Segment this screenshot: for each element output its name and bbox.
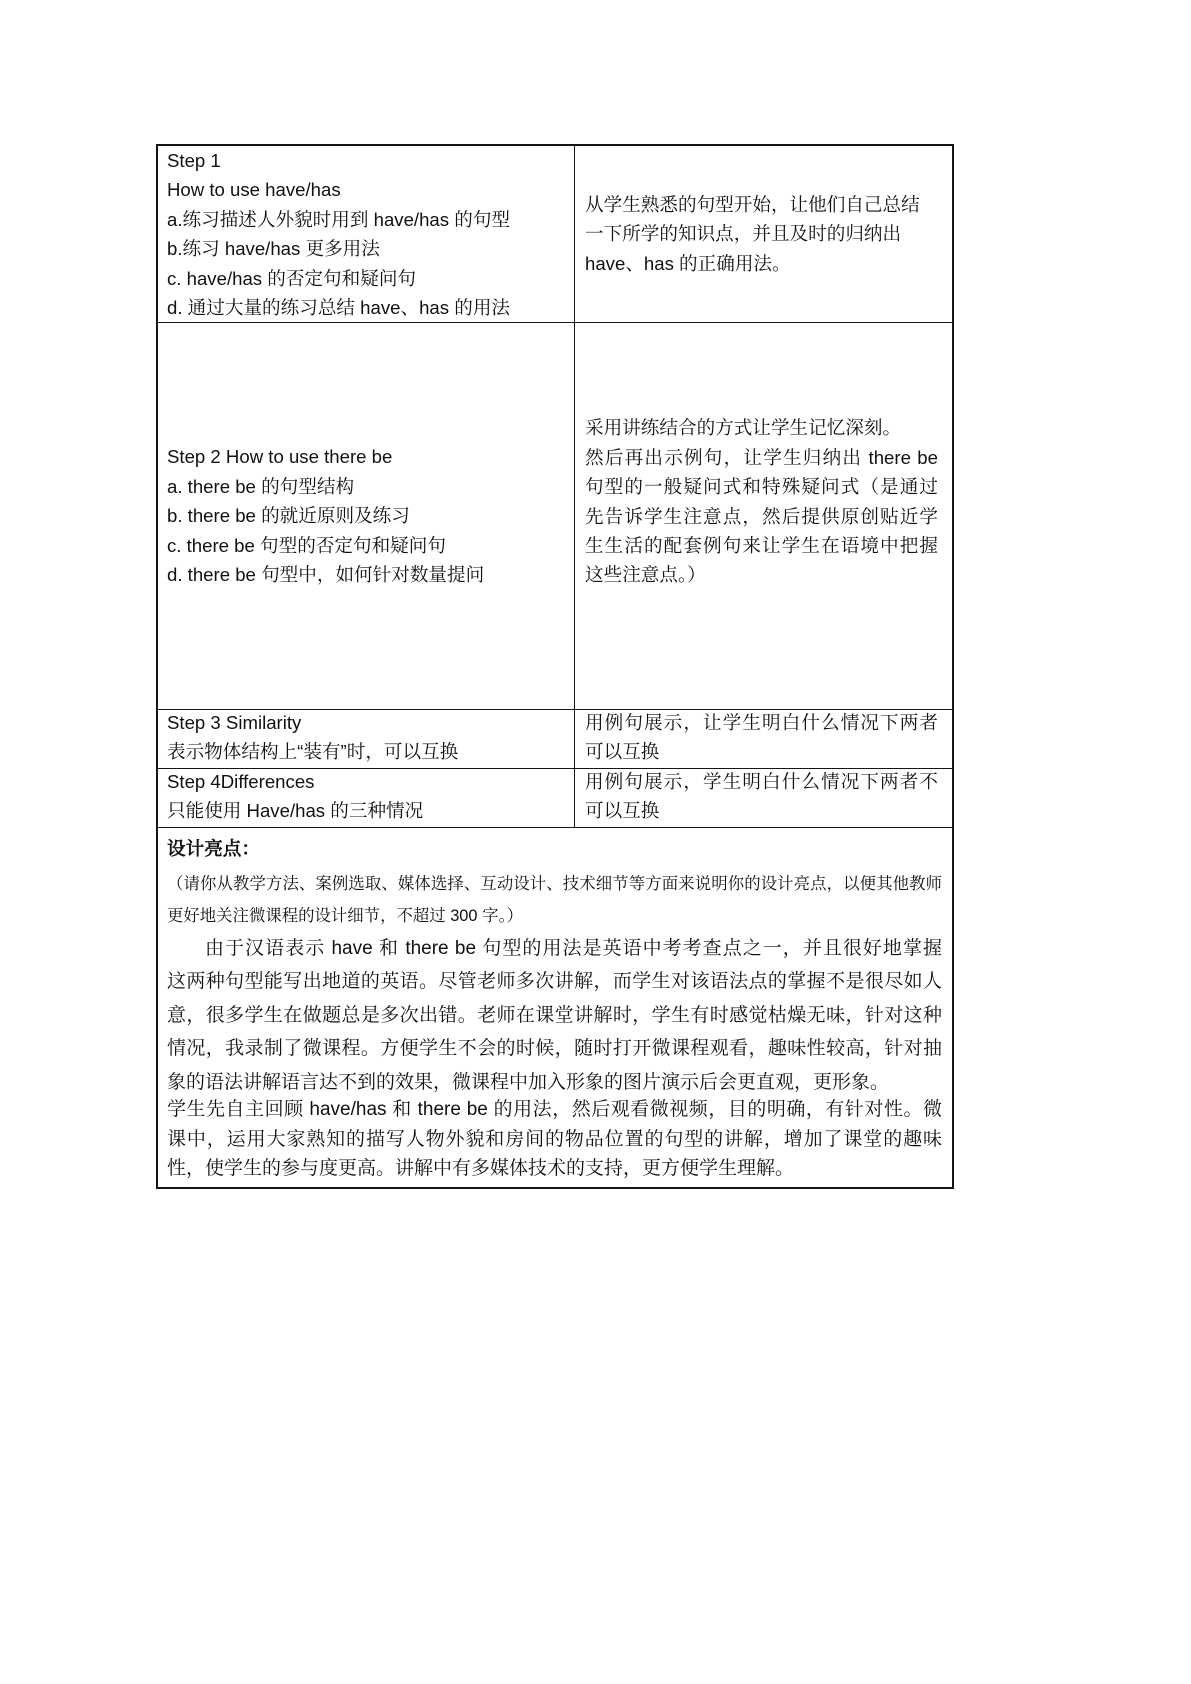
step4-title: Step 4Differences: [167, 771, 315, 792]
design-highlights-cell: [158, 828, 952, 1187]
step3-activity-cell: [158, 710, 575, 769]
step3-description: 表示物体结构上“装有”时，可以互换: [167, 741, 459, 763]
design-paragraph-line: 由于汉语表示 have 和 there be 句型的用法是英语中考考查点之一，并且很好地掌握: [205, 938, 942, 959]
step2-item-d: d. there be 句型中，如何针对数量提问: [167, 564, 485, 586]
design-paragraph-line: 情况，我录制了微课程。方便学生不会的时候，随时打开微课程观看，趣味性较高，针对抽: [167, 1038, 942, 1060]
step4-description: 只能使用 Have/has 的三种情况: [167, 800, 424, 822]
design-paragraph-line: 这两种句型能写出地道的英语。尽管老师多次讲解，而学生对该语法点的掌握不是很尽如人: [167, 971, 942, 993]
step1-intent-line: have、has 的正确用法。: [585, 252, 791, 274]
design-paragraph-line: 性，使学生的参与度更高。讲解中有多媒体技术的支持，更方便学生理解。: [167, 1158, 795, 1180]
step4-intent-cell: [575, 769, 952, 828]
step2-activity-cell: [158, 323, 575, 710]
design-paragraph-1: [167, 932, 942, 1099]
step3-intent-cell: [575, 710, 952, 769]
design-instructions: [167, 868, 942, 932]
step1-item-d: d. 通过大量的练习总结 have、has 的用法: [167, 297, 511, 319]
design-paragraph-line: 学生先自主回顾 have/has 和 there be 的用法，然后观看微视频，目的明确，有针对性。微: [167, 1099, 942, 1121]
step1-intent-cell: [575, 146, 952, 323]
design-paragraph-line: 象的语法讲解语言达不到的效果，微课程中加入形象的图片演示后会更直观，更形象。: [167, 1071, 890, 1093]
step1-item-b: b.练习 have/has 更多用法: [167, 238, 380, 260]
step2-intent-line: 采用讲练结合的方式让学生记忆深刻。: [585, 417, 902, 439]
step2-intent-line: 然后再出示例句，让学生归纳出 there be: [585, 446, 938, 468]
step1-intent-line: 从学生熟悉的句型开始，让他们自己总结: [585, 193, 920, 215]
step1-intent-line: 一下所学的知识点，并且及时的归纳出: [585, 223, 902, 245]
step4-activity-cell: [158, 769, 575, 828]
design-paragraph-line: 课中，运用大家熟知的描写人物外貌和房间的物品位置的句型的讲解，增加了课堂的趣味: [167, 1128, 942, 1150]
step2-intent-line: 先告诉学生注意点，然后提供原创贴近学: [585, 505, 938, 527]
step1-subtitle: How to use have/has: [167, 179, 341, 201]
step3-title: Step 3 Similarity: [167, 712, 302, 733]
step2-title: Step 2 How to use there be: [167, 446, 393, 468]
design-paragraph-2: [167, 1095, 942, 1184]
step2-intent-cell: [575, 323, 952, 710]
design-highlights-heading: 设计亮点：: [167, 838, 260, 859]
step1-item-a: a.练习描述人外貌时用到 have/has 的句型: [167, 208, 511, 230]
design-instructions-line: 更好地关注微课程的设计细节，不超过 300 字。）: [167, 907, 524, 925]
step1-title: Step 1: [167, 150, 221, 171]
step2-intent-line: 生生活的配套例句来让学生在语境中把握: [585, 534, 938, 556]
step3-intent-line: 可以互换: [585, 741, 660, 763]
step2-intent-line: 句型的一般疑问式和特殊疑问式（是通过: [585, 476, 938, 498]
step1-item-c: c. have/has 的否定句和疑问句: [167, 267, 417, 289]
design-paragraph-line: 意，很多学生在做题总是多次出错。老师在课堂讲解时，学生有时感觉枯燥无味，针对这种: [167, 1004, 942, 1026]
step2-item-c: c. there be 句型的否定句和疑问句: [167, 534, 446, 556]
step2-intent-line: 这些注意点。）: [585, 564, 706, 586]
step2-item-b: b. there be 的就近原则及练习: [167, 505, 410, 527]
step4-intent-line: 可以互换: [585, 800, 660, 822]
step3-intent-line: 用例句展示，让学生明白什么情况下两者: [585, 712, 938, 733]
design-instructions-line: （请你从教学方法、案例选取、媒体选择、互动设计、技术细节等方面来说明你的设计亮点，以便其他教师: [167, 875, 942, 893]
step4-intent-line: 用例句展示，学生明白什么情况下两者不: [585, 771, 938, 792]
step2-item-a: a. there be 的句型结构: [167, 475, 355, 497]
step1-activity-cell: [158, 146, 575, 323]
